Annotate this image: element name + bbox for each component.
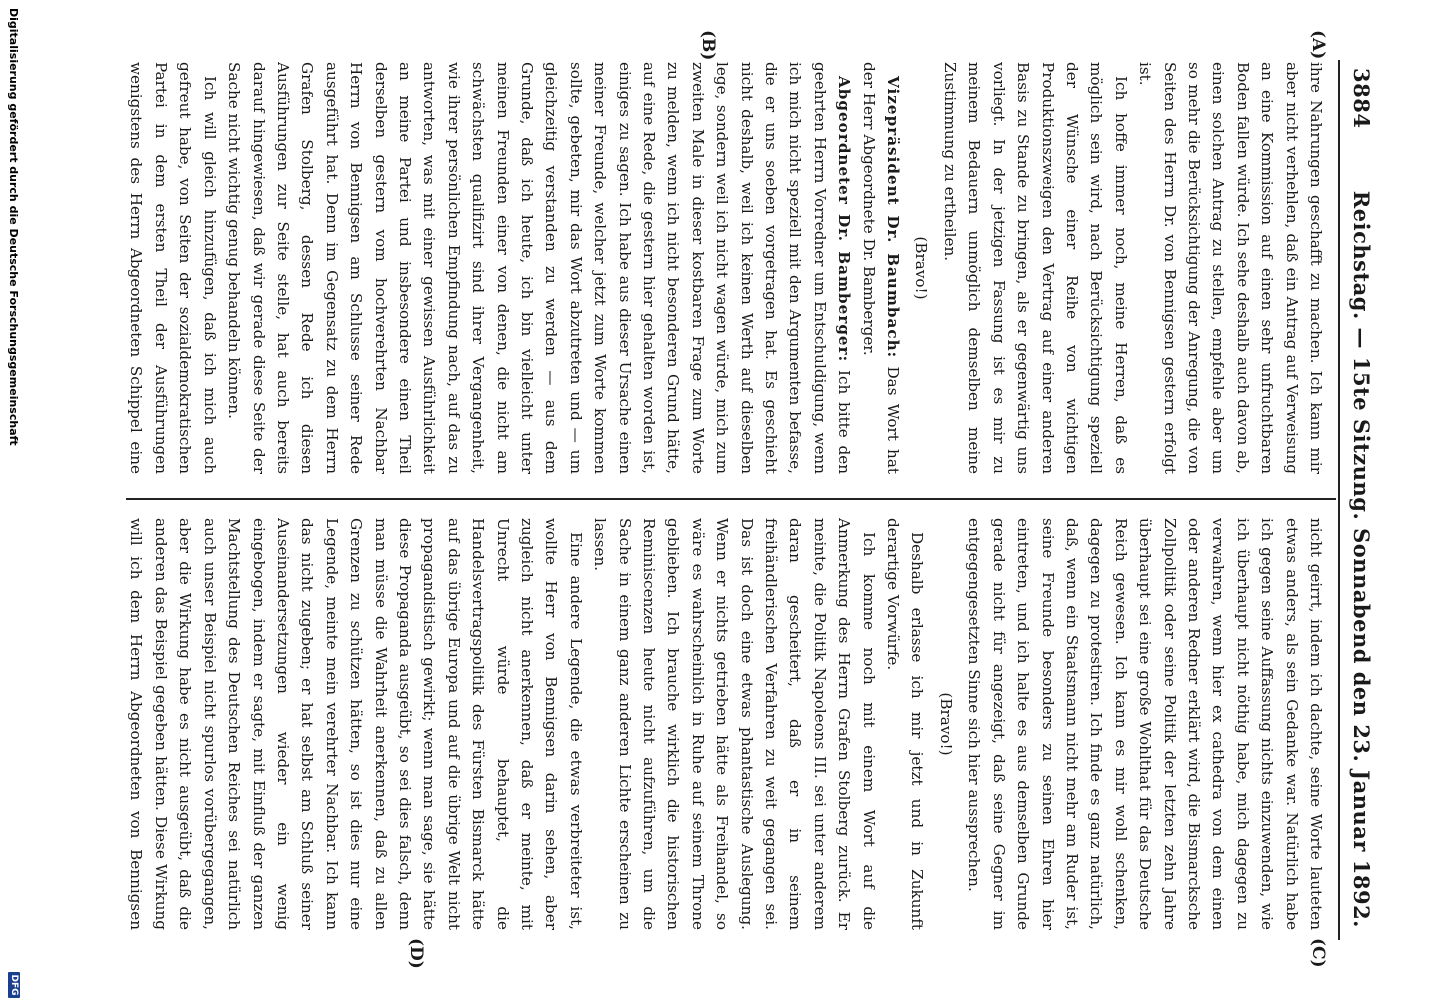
- digitization-credit: Digitalisierung gefördert durch die Deutsche Forschungsgemeinschaft: [7, 8, 21, 446]
- paragraph: Eine andere Legende, die etwas verbreiteter ist, wollte Herr von Bennigsen darin sehen, aber zugleich nicht anerkennen, daß er meinte, mit Unrecht würde behauptet, die Handelsvertragspolitik des Fürsten Bismarck hätte auf das übrige Europa und auf die übrige Welt nicht propagandistisch gewirkt; wenn man sage, sie hätte diese Propaganda ausgeübt, so sei dies falsch, denn man müsse die Wahrheit anerkennen, daß zu allen Grenzen zu schützen hätten, so ist dies nur eine Legende, meinte mein verehrter Nachbar. Ich kann das nicht zugeben; er hat selbst am Schluß seiner Auseinandersetzungen wieder ein wenig eingebogen, indem er sagte, mit Einfluß der ganzen Machtstellung des Deutschen Reiches sei natürlich auch unser Beispiel nicht spurlos vorübergegangen, aber die Wirkung habe es nicht ausgeübt, daß die anderen das Beispiel gegeben hätten. Diese Wirkung will ich dem Herrn Abgeordneten von Bennigsen: [128, 518, 585, 930]
- left-column: [128, 62, 1328, 474]
- paragraph: Ich hoffe immer noch, meine Herren, daß es möglich sein wird, nach Berücksichtigung speziell der Wünsche einer Reihe von wichtigen Produktionszweigen den Vertrag auf einer anderen Basis zu Stande zu bringen, als er gegenwärtig uns vorliegt. In der jetzigen Fassung ist es mir zu meinem Bedauern unmöglich demselben meine Zustimmung zu ertheilen.: [940, 62, 1130, 474]
- margin-mark-d: (D): [406, 938, 426, 969]
- dfg-logo: DFG: [8, 972, 20, 998]
- paragraph: ihre Nahrungen geschafft zu machen. Ich kann mir aber nicht verhehlen, daß ein Antrag auf Verweisung an eine Kommission auf einen sehr unfruchtbaren Boden fallen würde. Ich sehe deshalb auch davon ab, einen solchen Antrag zu stellen, empfehle aber um so mehr die Berücksichtigung der Anregung, die von Seiten des Herrn Dr. von Bennigsen gestern erfolgt ist.: [1136, 62, 1325, 474]
- speaker-name: Vizepräsident Dr. Baumbach:: [884, 76, 903, 359]
- right-column: [128, 518, 1328, 930]
- speaker-name: Abgeordneter Dr. Bamberger:: [835, 76, 854, 363]
- interjection: (Bravo!): [936, 692, 955, 756]
- margin-mark-b: (B): [698, 30, 718, 61]
- page-number: 3884: [1349, 68, 1375, 129]
- speaker-paragraph: [222, 62, 857, 474]
- column-divider: [126, 498, 1336, 500]
- paragraph: Deshalb erlasse ich mir jetzt und in Zukunft derartige Vorwürfe.: [884, 518, 927, 930]
- page-header: [1342, 68, 1382, 928]
- paragraph: Ich komme noch mit einem Wort auf die Anmerkung des Herrn Grafen Stolberg zurück. Er meinte, die Politik Napoleons III. sei unter anderem daran gescheitert, daß er in seinem freihändlerischen Verfahren zu weit gegangen sei. Das ist doch eine etwas phantastische Auslegung. Wenn er nichts getrieben hätte als Freihandel, so wäre es wahrscheinlich in Ruhe auf seinem Throne geblieben. Ich brauche wirklich die historischen Reminiscenzen heute nicht aufzuführen, um die Sache in einem ganz anderen Lichte erscheinen zu lassen.: [591, 518, 878, 930]
- digitization-footer: [4, 8, 24, 998]
- margin-mark-a: (A): [1308, 30, 1328, 60]
- paragraph: Ich will gleich hinzufügen, daß ich mich auch gefreut habe, von Seiten der sozialdemokratischen Partei in dem ersten Theil der Ausführungen wenigstens des Herrn Abgeordneten Schippel eine: [128, 62, 219, 474]
- margin-mark-c: (C): [1308, 938, 1328, 968]
- paragraph-text: Das Wort hat der Herr Abgeordnete Dr. Bamberger.: [859, 62, 903, 474]
- header-rule: [1338, 60, 1340, 940]
- paragraph: nicht geirrt, indem ich dachte, seine Worte lauteten etwas anders, als sein Gedanke war. Natürlich habe ich gegen seine Auffassung nichts einzuwenden, wie ich überhaupt nicht nöthig habe, mich dagegen zu verwahren, wenn hier ex cathedra von dem einen oder anderen Redner erklärt wird, die Bismarcksche Zollpolitik oder seine Politik der letzten zehn Jahre überhaupt sei eine große Wohlthat für das Deutsche Reich gewesen. Ich kann es mir wohl schenken, dagegen zu protestiren. Ich finde es ganz natürlich, daß, wenn ein Staatsmann nicht mehr am Ruder ist, seine Freunde besonders zu seinen Ehren hier eintreten, und ich halte es aus demselben Grunde gerade nicht für angezeigt, daß seine Gegner im entgegengesetzten Sinne sich hier aussprechen.: [965, 518, 1325, 930]
- speaker-paragraph: [856, 62, 905, 474]
- interjection: (Bravo!): [912, 236, 931, 300]
- page-title: Reichstag. — 15te Sitzung. Sonnabend den 23. Januar 1892.: [1349, 190, 1375, 928]
- paragraph-text: Ich bitte den geehrten Herrn Vorredner um Entschuldigung, wenn ich mich nicht speziell mit den Argumenten befasse, die er uns soeben vorgetragen hat. Es geschieht nicht deshalb, weil ich keinen Werth auf dieselben lege, sondern weil ich nicht wagen würde, mich zum zweiten Male in dieser kostbaren Frage zum Worte zu melden, wenn ich nicht besonderen Grund hätte, auf eine Rede, die gestern hier gehalten worden ist, einiges zu sagen. Ich habe aus dieser Ursache einen meiner Freunde, welcher jetzt zum Worte kommen sollte, gebeten, mir das Wort abzutreten und — um gleichzeitig verstanden zu werden — aus dem Grunde, daß ich heute, ich bin vielleicht unter meinen Freunden einer von denen, die nicht am schwächsten qualifizirt sind ihrer Vergangenheit, wie ihrer persönlichen Empfindung nach, auf das zu antworten, was mit einer gewissen Ausführlichkeit an meine Partei und insbesondere einen Theil derselben gestern vom hochverehrten Nachbar Herrn von Bennigsen am Schlusse seiner Rede ausgeführt hat. Denn im Gegensatz zu dem Herrn Grafen Stolberg, dessen Rede ich diesen Ausführungen zur Seite stelle, hat auch bereits darauf hingewiesen, daß wir gerade diese Seite der Sache nicht wichtig genug behandeln können.: [225, 62, 854, 474]
